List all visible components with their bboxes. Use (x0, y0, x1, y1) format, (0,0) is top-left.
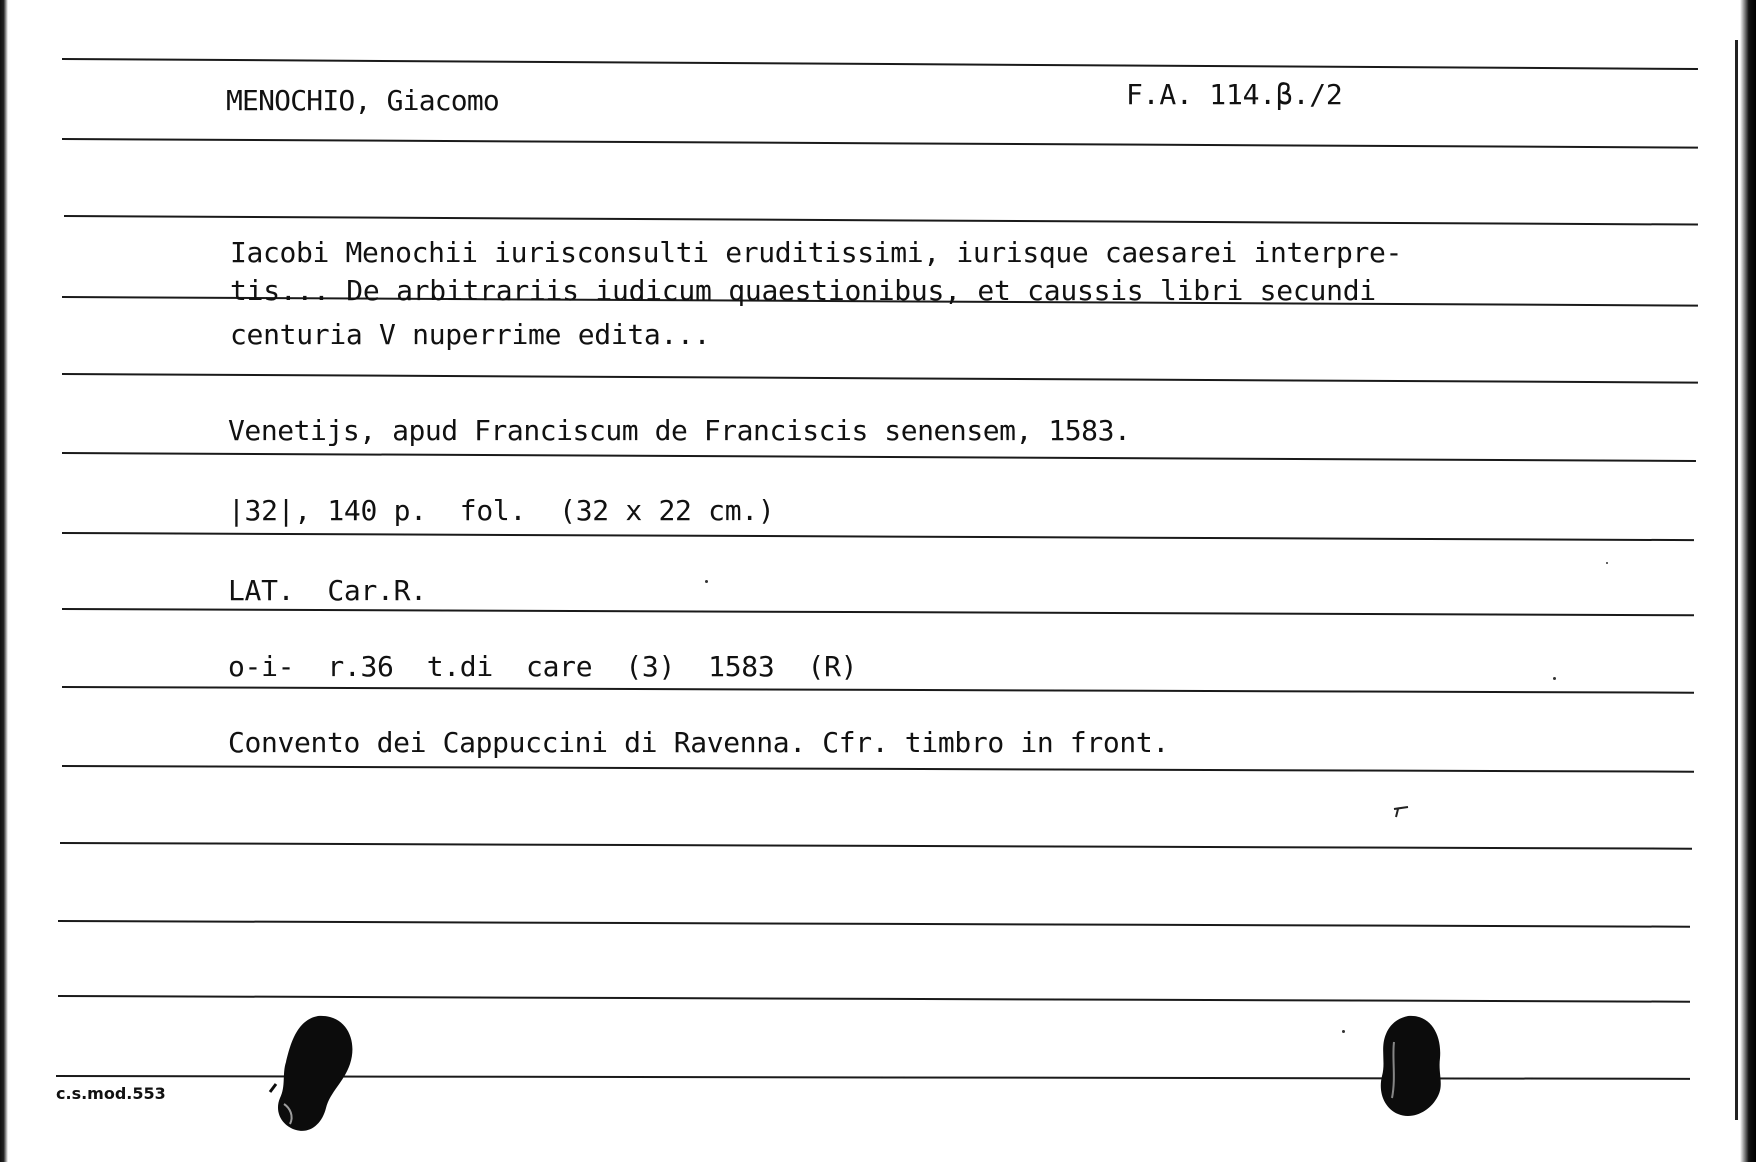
speck (705, 580, 708, 583)
ruled-line (62, 608, 1694, 616)
speck (1606, 562, 1608, 564)
title-line-2: tis... De arbitrariis iudicum quaestionibus, et caussis libri secundi (230, 274, 1376, 307)
speck (1553, 677, 1556, 680)
ruled-line (62, 765, 1694, 773)
speck (1342, 1030, 1345, 1033)
card-right-edge (1740, 0, 1756, 1162)
card-left-edge (0, 0, 8, 1162)
ruled-line (62, 452, 1696, 462)
punch-hole-right-icon (1372, 1012, 1452, 1122)
ruled-line (62, 373, 1698, 384)
provenance-note: Convento dei Cappuccini di Ravenna. Cfr. timbro in front. (228, 726, 1169, 759)
card-right-edge-shadow (1735, 40, 1738, 1120)
ruled-line (62, 138, 1698, 149)
ruled-line (58, 920, 1690, 928)
imprint: Venetijs, apud Franciscum de Franciscis senensem, 1583. (228, 414, 1131, 447)
pencil-mark-icon (1392, 805, 1412, 821)
title-line-3: centuria V nuperrime edita... (230, 318, 711, 351)
shelfmark: F.A. 114.β./2 (1126, 78, 1343, 111)
fingerprint: o-i- r.36 t.di care (3) 1583 (R) (228, 650, 858, 683)
author-heading: MENOCHIO, Giacomo (226, 84, 499, 117)
ruled-line (62, 532, 1694, 541)
ruled-line (60, 842, 1692, 850)
title-line-1: Iacobi Menochii iurisconsulti eruditissimi, iurisque caesarei interpre- (230, 236, 1403, 269)
ruled-line (58, 995, 1690, 1003)
language-script: LAT. Car.R. (228, 574, 427, 607)
punch-hole-left-icon (266, 1012, 366, 1136)
collation: |32|, 140 p. fol. (32 x 22 cm.) (228, 494, 775, 527)
ruled-line (62, 686, 1694, 694)
form-code: c.s.mod.553 (56, 1084, 166, 1103)
ruled-line (62, 58, 1698, 70)
ruled-line (64, 215, 1698, 226)
